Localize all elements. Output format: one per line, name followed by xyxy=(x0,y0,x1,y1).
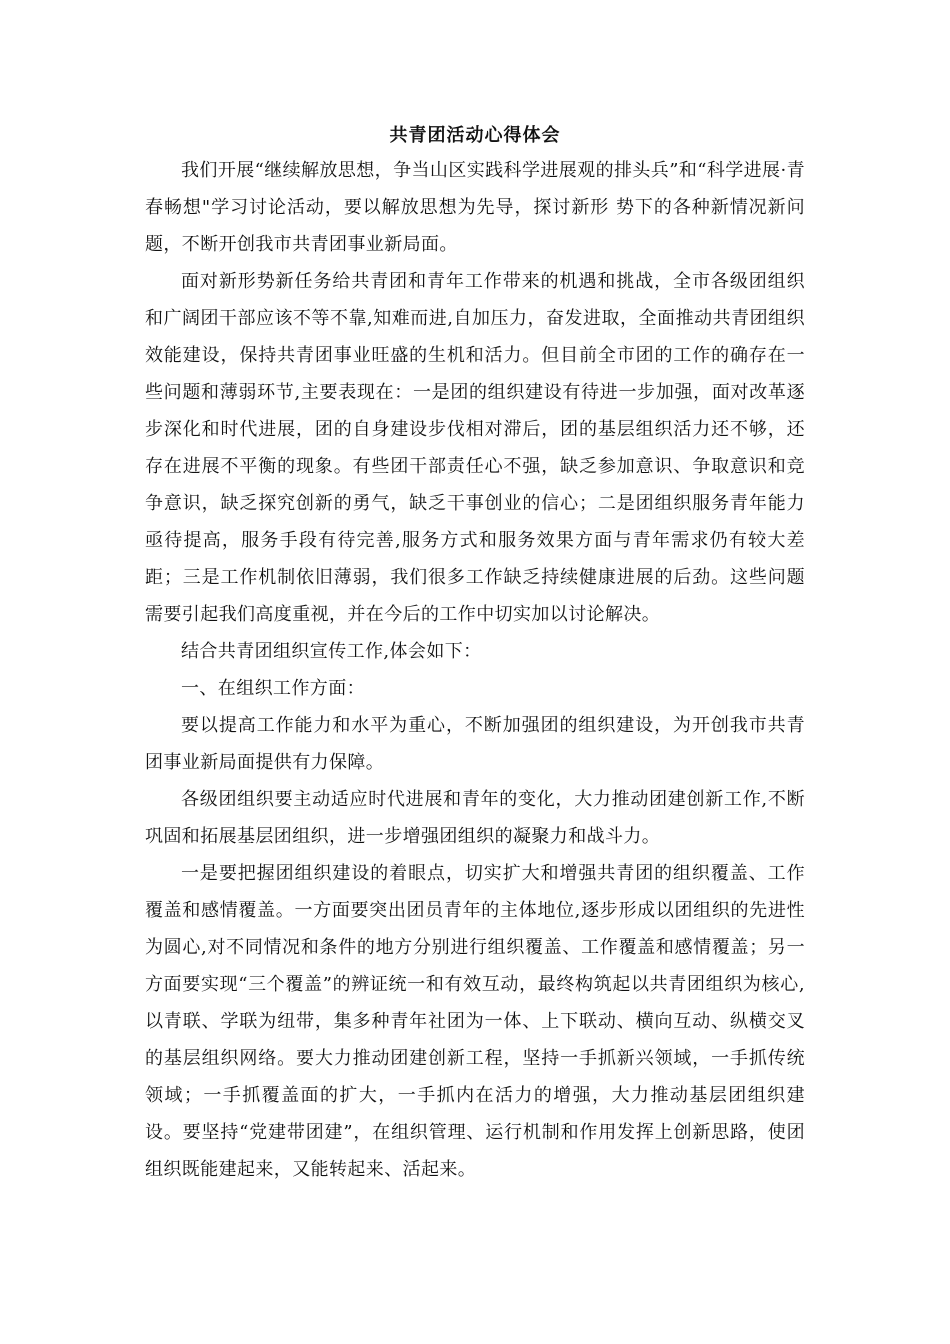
paragraph-intro: 我们开展“继续解放思想，争当山区实践科学进展观的排头兵”和“科学进展·青春畅想"学习讨论活动，要以解放思想为先导，探讨新形 势下的各种新情况新问题，不断开创我市共青团事业新局面。 xyxy=(145,160,805,255)
paragraph-summary-lead: 结合共青团组织宣传工作,体会如下： xyxy=(181,641,482,662)
paragraph-organization-focus: 要以提高工作能力和水平为重心，不断加强团的组织建设，为开创我市共青团事业新局面提供有力保障。 xyxy=(145,715,805,773)
document-title: 共青团活动心得体会 xyxy=(389,125,561,146)
document-body xyxy=(145,152,805,1188)
paragraph-organization-innovation: 各级团组织要主动适应时代进展和青年的变化，大力推动团建创新工作,不断巩固和拓展基层团组织，进一步增强团组织的凝聚力和战斗力。 xyxy=(145,789,805,847)
section-heading-organization: 一、在组织工作方面： xyxy=(181,678,365,699)
paragraph-organization-coverage: 一是要把握团组织建设的着眼点，切实扩大和增强共青团的组织覆盖、工作覆盖和感情覆盖。一方面要突出团员青年的主体地位,逐步形成以团组织的先进性为圆心,对不同情况和条件的地方分别进行组织覆盖、工作覆盖和感情覆盖；另一方面要实现“三个覆盖”的辨证统一和有效互动，最终构筑起以共青团组织为核心,以青联、学联为纽带，集多种青年社团为一体、上下联动、横向互动、纵横交叉的基层组织网络。要大力推动团建创新工程，坚持一手抓新兴领域，一手抓传统领域；一手抓覆盖面的扩大，一手抓内在活力的增强，大力推动基层团组织建设。要坚持“党建带团建”，在组织管理、运行机制和作用发挥上创新思路，使团组织既能建起来，又能转起来、活起来。 xyxy=(145,863,805,1180)
paragraph-challenges: 面对新形势新任务给共青团和青年工作带来的机遇和挑战，全市各级团组织和广阔团干部应该不等不靠,知难而进,自加压力，奋发进取，全面推动共青团组织效能建设，保持共青团事业旺盛的生机和活力。但目前全市团的工作的确存在一些问题和薄弱环节,主要表现在：一是团的组织建设有待进一步加强，面对改革逐步深化和时代进展，团的自身建设步伐相对滞后，团的基层组织活力还不够，还存在进展不平衡的现象。有些团干部责任心不强，缺乏参加意识、争取意识和竞争意识，缺乏探究创新的勇气，缺乏干事创业的信心；二是团组织服务青年能力亟待提高，服务手段有待完善,服务方式和服务效果方面与青年需求仍有较大差距；三是工作机制依旧薄弱，我们很多工作缺乏持续健康进展的后劲。这些问题需要引起我们高度重视，并在今后的工作中切实加以讨论解决。 xyxy=(145,271,805,625)
